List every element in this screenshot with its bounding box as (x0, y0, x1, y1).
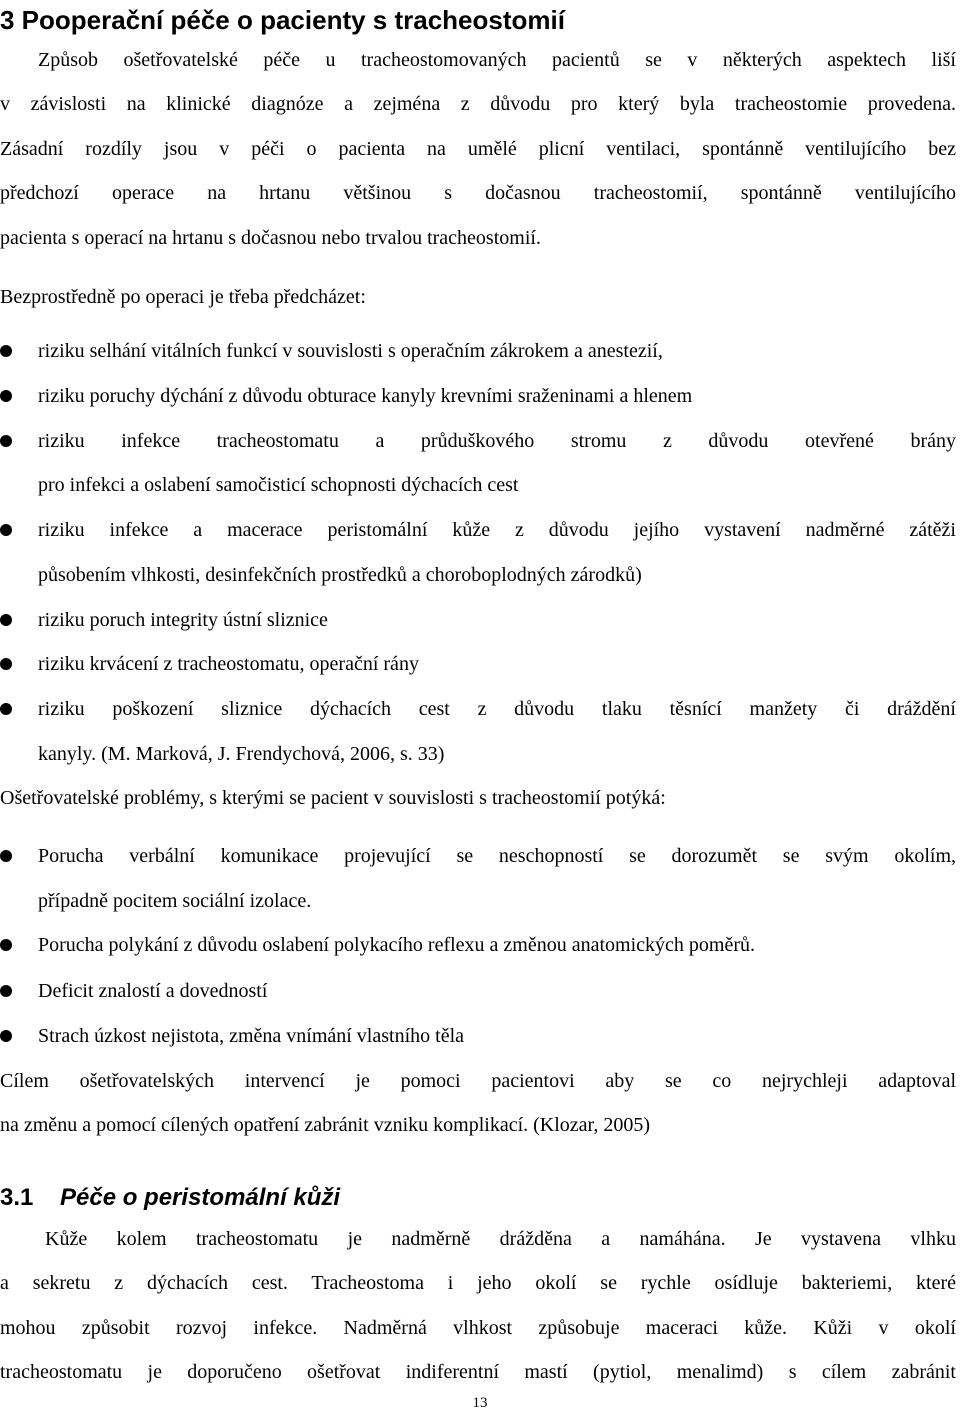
section-line: tracheostomatu je doporučeno ošetřovat indiferentní mastí (pytiol, menalimd) s cílem zabránit (0, 1361, 956, 1383)
bullet-icon (0, 939, 12, 951)
problem-item-line: Deficit znalostí a dovedností (38, 980, 268, 1002)
problems-lead: Ošetřovatelské problémy, s kterými se pacient v souvislosti s tracheostomií potýká: (0, 787, 666, 809)
bullet-icon (0, 390, 12, 402)
risk-item-line: pro infekci a oslabení samočisticí schopnosti dýchacích cest (38, 474, 519, 496)
bullet-icon (0, 435, 12, 447)
goal-line: na změnu a pomocí cílených opatření zabránit vzniku komplikací. (Klozar, 2005) (0, 1114, 651, 1136)
risk-item-line: riziku krvácení z tracheostomatu, operační rány (38, 653, 419, 675)
risk-item-line: působením vlhkosti, desinfekčních prostředků a choroboplodných zárodků) (38, 564, 642, 586)
problem-item-line: případně pocitem sociální izolace. (38, 890, 312, 912)
intro-line: pacienta s operací na hrtanu s dočasnou nebo trvalou tracheostomií. (0, 227, 541, 249)
intro-line: Zásadní rozdíly jsou v péči o pacienta na umělé plicní ventilaci, spontánně ventilujícího bez (0, 138, 956, 160)
intro-line: v závislosti na klinické diagnóze a zejména z důvodu pro který byla tracheostomie provedena. (0, 93, 956, 115)
intro-line: předchozí operace na hrtanu většinou s dočasnou tracheostomií, spontánně ventilujícího (0, 182, 956, 204)
risk-item-line: riziku poruch integrity ústní sliznice (38, 609, 328, 631)
bullet-icon (0, 658, 12, 670)
risk-item-line: riziku selhání vitálních funkcí v souvislosti s operačním zákrokem a anestezií, (38, 340, 663, 362)
risk-item-line: kanyly. (M. Marková, J. Frendychová, 2006, s. 33) (38, 743, 445, 765)
bullet-icon (0, 345, 12, 357)
risks-lead: Bezprostředně po operaci je třeba předcházet: (0, 286, 366, 308)
risk-item-line: riziku poruchy dýchání z důvodu obturace kanyly krevními sraženinami a hlenem (38, 385, 693, 407)
bullet-icon (0, 1030, 12, 1042)
section-number: 3.1 (0, 1184, 34, 1211)
chapter-heading: 3 Pooperační péče o pacienty s tracheostomií (0, 5, 565, 35)
problem-item-line: Porucha verbální komunikace projevující se neschopností se dorozumět se svým okolím, (38, 845, 956, 867)
bullet-icon (0, 614, 12, 626)
section-line: Kůže kolem tracheostomatu je nadměrně drážděna a namáhána. Je vystavena vlhku (45, 1228, 956, 1250)
risk-item-line: riziku poškození sliznice dýchacích cest z důvodu tlaku těsnící manžety či dráždění (38, 698, 956, 720)
section-heading (0, 1178, 340, 1218)
bullet-icon (0, 703, 12, 715)
section-line: mohou způsobit rozvoj infekce. Nadměrná vlhkost způsobuje maceraci kůže. Kůži v okolí (0, 1317, 956, 1339)
bullet-icon (0, 524, 12, 536)
section-title: Péče o peristomální kůži (60, 1184, 341, 1211)
intro-line: Způsob ošetřovatelské péče u tracheostomovaných pacientů se v některých aspektech liší (38, 49, 956, 71)
goal-line: Cílem ošetřovatelských intervencí je pomoci pacientovi aby se co nejrychleji adaptoval (0, 1070, 956, 1092)
section-line: a sekretu z dýchacích cest. Tracheostoma i jeho okolí se rychle osídluje bakteriemi, které (0, 1272, 956, 1294)
bullet-icon (0, 850, 12, 862)
page-number: 13 (472, 1395, 488, 1411)
risk-item-line: riziku infekce a macerace peristomální kůže z důvodu jejího vystavení nadměrné zátěži (38, 519, 956, 541)
bullet-icon (0, 985, 12, 997)
risk-item-line: riziku infekce tracheostomatu a průduškového stromu z důvodu otevřené brány (38, 430, 956, 452)
problem-item-line: Strach úzkost nejistota, změna vnímání vlastního těla (38, 1025, 465, 1047)
problem-item-line: Porucha polykání z důvodu oslabení polykacího reflexu a změnou anatomických poměrů. (38, 934, 756, 956)
